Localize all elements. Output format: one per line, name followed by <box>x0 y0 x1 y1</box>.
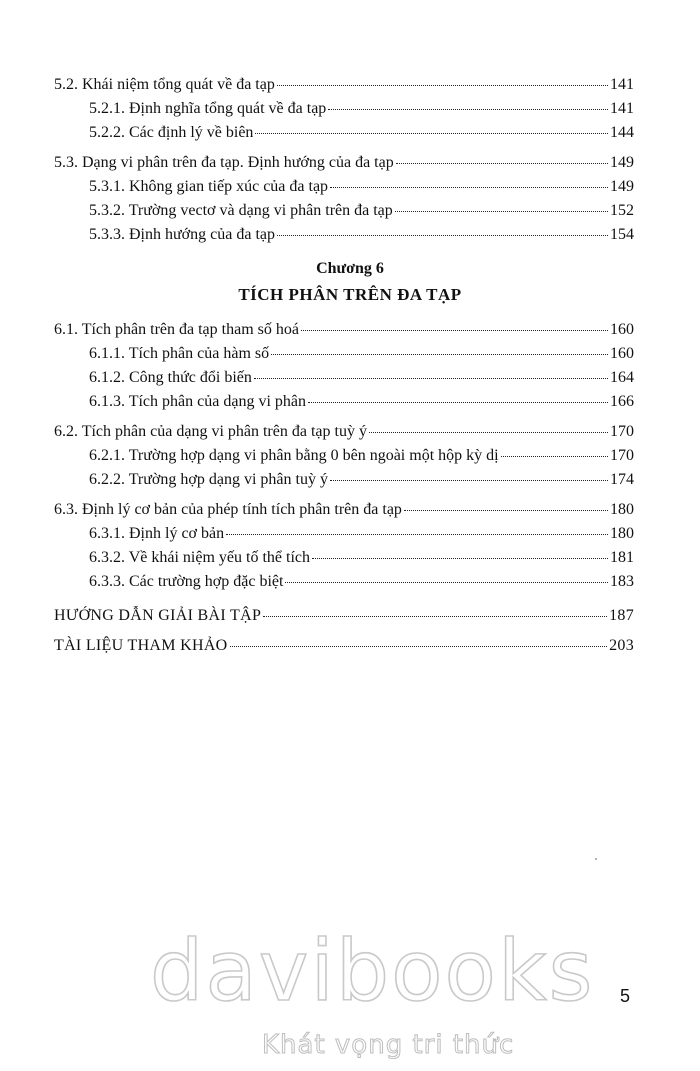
dot-leader <box>395 211 608 212</box>
dot-leader <box>254 378 608 379</box>
toc-entry <box>89 572 634 592</box>
toc-entry <box>54 636 634 656</box>
toc-entry-label: 5.2.1. Định nghĩa tổng quát về đa tạp <box>89 100 327 117</box>
dot-leader <box>301 330 608 331</box>
dot-leader <box>263 616 607 617</box>
toc-entry <box>89 177 634 197</box>
toc-entry <box>54 320 634 340</box>
toc-entry-page: 164 <box>610 369 634 386</box>
toc-entry <box>54 422 634 442</box>
dot-leader <box>277 85 608 86</box>
dot-leader <box>312 558 608 559</box>
toc-entry-page: 166 <box>610 393 634 410</box>
chapter-title: TÍCH PHÂN TRÊN ĐA TẠP <box>238 285 462 304</box>
toc-entry-page: 187 <box>609 607 634 624</box>
toc-entry-label: 6.1.3. Tích phân của dạng vi phân <box>89 393 306 410</box>
dot-leader <box>328 109 608 110</box>
dot-leader <box>330 480 608 481</box>
toc-entry-page: 144 <box>610 124 634 141</box>
toc-entry-page: 149 <box>610 178 634 195</box>
toc-entry <box>89 99 634 119</box>
toc-entry <box>89 446 634 466</box>
dot-leader <box>230 646 608 647</box>
toc-entry <box>89 470 634 490</box>
toc-entry-page: 180 <box>610 525 634 542</box>
toc-entry-label: 6.2.2. Trường hợp dạng vi phân tuỳ ý <box>89 471 328 488</box>
toc-entry <box>54 606 634 626</box>
dot-leader <box>308 402 608 403</box>
toc-entry-page: 174 <box>610 471 634 488</box>
toc-entry-page: 170 <box>610 447 634 464</box>
dot-leader <box>501 456 608 457</box>
toc-entry-page: 154 <box>610 226 634 243</box>
toc-entry-label: 6.3.3. Các trường hợp đặc biệt <box>89 573 284 590</box>
chapter-number: Chương 6 <box>316 260 384 277</box>
watermark-slogan: Khát vọng tri thức <box>262 1030 515 1060</box>
toc-entry-label: TÀI LIỆU THAM KHẢO <box>54 637 228 654</box>
toc-entry-label: 6.3.2. Về khái niệm yếu tố thể tích <box>89 549 310 566</box>
toc-entry-label: 5.2. Khái niệm tổng quát về đa tạp <box>54 76 275 93</box>
watermark-logo: davibooks <box>150 922 595 1020</box>
toc-entry-label: 6.1.2. Công thức đổi biến <box>89 369 252 386</box>
toc-entry-page: 141 <box>610 76 634 93</box>
toc-entry-page: 181 <box>610 549 634 566</box>
toc-entry-page: 170 <box>610 423 634 440</box>
dot-leader <box>285 582 608 583</box>
toc-entry <box>54 75 634 95</box>
toc-entry-label: 6.3.1. Định lý cơ bản <box>89 525 225 542</box>
dot-leader <box>404 510 608 511</box>
dot-leader <box>330 187 608 188</box>
toc-entry <box>89 548 634 568</box>
dot-leader <box>396 163 608 164</box>
dot-leader <box>271 354 608 355</box>
toc-entry-page: 183 <box>610 573 634 590</box>
toc-entry-label: 6.1.1. Tích phân của hàm số <box>89 345 270 362</box>
toc-entry-page: 160 <box>610 345 634 362</box>
page-number: 5 <box>620 986 631 1006</box>
toc-entry <box>89 344 634 364</box>
dot-leader <box>277 235 608 236</box>
toc-entry <box>89 392 634 412</box>
toc-entry-label: 5.3.2. Trường vectơ và dạng vi phân trên đa tạp <box>89 202 393 219</box>
toc-entry <box>89 524 634 544</box>
dot-leader <box>369 432 608 433</box>
toc-entry-label: 6.1. Tích phân trên đa tạp tham số hoá <box>54 321 299 338</box>
toc-entry-label: 5.3. Dạng vi phân trên đa tạp. Định hướng của đa tạp <box>54 154 394 171</box>
toc-entry <box>89 368 634 388</box>
print-speck <box>595 858 597 860</box>
dot-leader <box>255 133 608 134</box>
toc-entry-page: 203 <box>609 637 634 654</box>
toc-entry-label: 5.3.3. Định hướng của đa tạp <box>89 226 275 243</box>
toc-entry-page: 180 <box>610 501 634 518</box>
toc-entry-label: 6.2.1. Trường hợp dạng vi phân bằng 0 bên ngoài một hộp kỳ dị <box>89 447 499 464</box>
toc-entry-page: 149 <box>610 154 634 171</box>
toc-entry <box>89 225 634 245</box>
toc-entry-label: 6.3. Định lý cơ bản của phép tính tích phân trên đa tạp <box>54 501 402 518</box>
toc-entry <box>89 123 634 143</box>
toc-entry-page: 152 <box>610 202 634 219</box>
toc-entry-label: 6.2. Tích phân của dạng vi phân trên đa tạp tuỳ ý <box>54 423 367 440</box>
dot-leader <box>226 534 608 535</box>
toc-entry-label: 5.3.1. Không gian tiếp xúc của đa tạp <box>89 178 329 195</box>
toc-entry <box>54 500 634 520</box>
toc-entry-label: HƯỚNG DẪN GIẢI BÀI TẬP <box>54 607 262 624</box>
toc-entry <box>54 153 634 173</box>
toc-entry-page: 160 <box>610 321 634 338</box>
toc-entry-page: 141 <box>610 100 634 117</box>
toc-entry <box>89 201 634 221</box>
toc-entry-label: 5.2.2. Các định lý về biên <box>89 124 254 141</box>
